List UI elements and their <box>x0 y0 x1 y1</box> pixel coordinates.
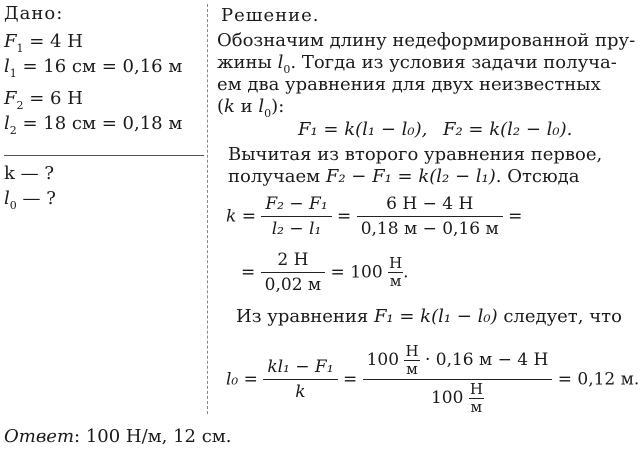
given-f2: $F_2 = 6$ Н <box>4 88 83 112</box>
find-l0: $l_0$ — ? <box>4 188 56 212</box>
k-fraction-numeric: $\frac{6 Н - 4 Н}{0,18 м - 0,16 м}$ <box>357 194 503 239</box>
given-l1: $l_1 = 16$ см = 0,16 м <box>4 56 183 80</box>
equation-system-2: F₂ = k(l₂ − l₀). <box>443 119 573 140</box>
solution-line-2: жины $l_0$. Тогда из условия задачи получа- <box>217 52 617 76</box>
given-heading: Дано: <box>4 3 64 24</box>
l0-fraction-symbolic: $\frac{\text{kl₁ − F₁}}{k}$ <box>263 357 337 402</box>
solution-line-3: ем два уравнения для двух неизвестных <box>217 74 601 95</box>
unit-n-per-m: Н м <box>389 254 403 290</box>
given-l2: $l_2 = 18$ см = 0,18 м <box>4 113 183 137</box>
k-result: = $\frac{2 Н}{0,02 м}$ = 100 Н м . <box>241 250 409 295</box>
answer: Ответ: 100 Н/м, 12 см. <box>4 426 232 447</box>
k-lhs: k = <box>226 206 256 227</box>
l0-formula: l₀ = $\frac{\text{kl₁ − F₁}}{k}$ = 100 Н м · 0,16 м − 4 Н 100 Н м = 0,12 м. <box>226 342 640 416</box>
find-k: k — ? <box>4 163 55 184</box>
solution-line-1: Обозначим длину недеформированной пру- <box>217 30 636 51</box>
solution-line-6: получаем F₂ − F₁ = k(l₂ − l₁). Отсюда <box>228 166 580 187</box>
equation-system-1: F₁ = k(l₁ − l₀), <box>298 119 428 140</box>
solution-line-4: (k и $l_0$): <box>217 96 285 120</box>
column-divider <box>207 4 209 414</box>
given-divider <box>4 155 204 156</box>
solution-heading: Решение. <box>221 5 320 26</box>
solution-line-7: Из уравнения F₁ = k(l₁ − l₀) следует, что <box>236 306 622 327</box>
k-fraction-difference: $\frac{2 Н}{0,02 м}$ <box>261 250 325 295</box>
k-fraction-symbolic: $\frac{\text{F₂ − F₁}}{\text{l₂ − l₁}}$ <box>261 194 331 239</box>
solution-line-5: Вычитая из второго уравнения первое, <box>228 144 603 165</box>
l0-fraction-numeric: 100 Н м · 0,16 м − 4 Н 100 Н м <box>363 344 553 415</box>
given-f1: $F_1 = 4$ Н <box>4 31 83 55</box>
k-formula: k = $\frac{\text{F₂ − F₁}}{\text{l₂ − l₁}}$ = $\frac{6 Н - 4 Н}{0,18 м - 0,16 м}$ = <box>226 194 523 239</box>
